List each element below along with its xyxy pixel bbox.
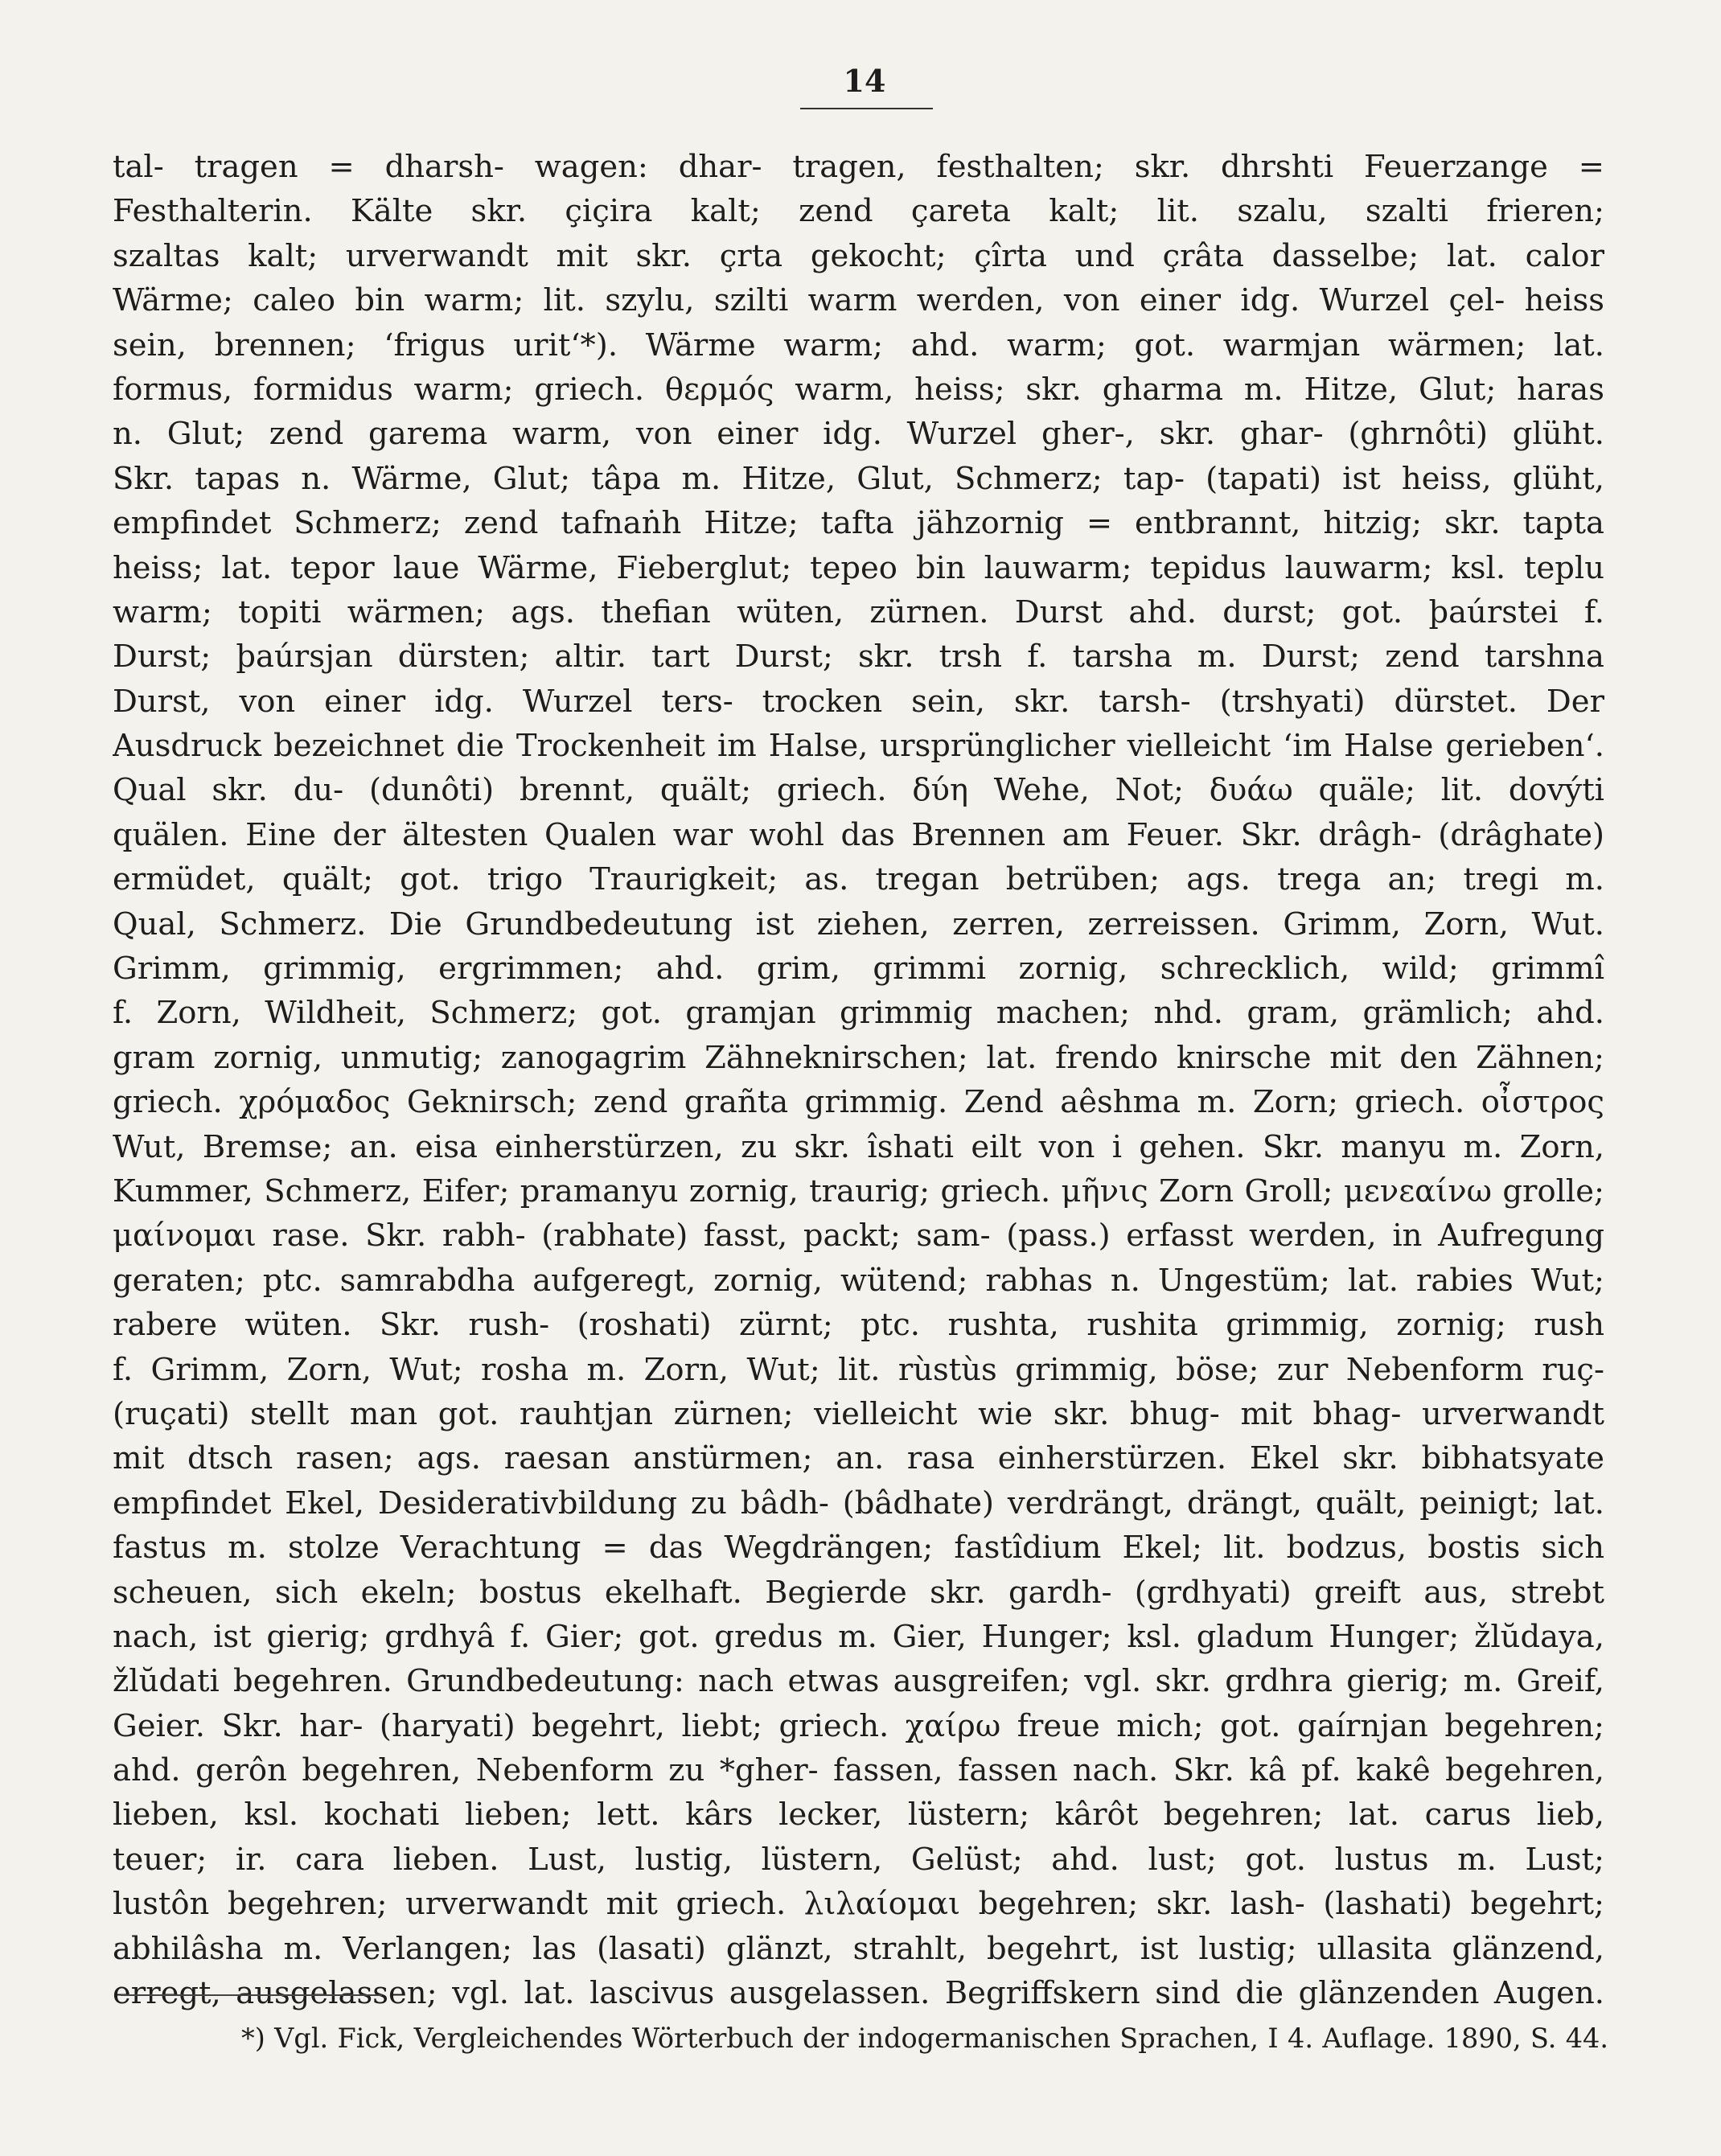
page-number-rule — [800, 108, 933, 109]
text-line: abhilâsha m. Verlangen; las (lasati) glänzt, strahlt, begehrt, ist lustig; ullasita glänzend, — [113, 1930, 1604, 1967]
text-line: heiss; lat. tepor laue Wärme, Fieberglut; tepeo bin lauwarm; tepidus lauwarm; ksl. teplu — [113, 549, 1604, 586]
text-line: lustôn begehren; urverwandt mit griech. λιλαίομαι begehren; skr. lash- (lashati) begehrt; — [113, 1886, 1604, 1923]
text-line: tal- tragen = dharsh- wagen: dhar- tragen, festhalten; skr. dhrshti Feuerzange = — [113, 149, 1604, 185]
text-line: empfindet Ekel, Desiderativbildung zu bâdh- (bâdhate) verdrängt, drängt, quält, peinigt; lat. — [113, 1485, 1604, 1522]
footnote: *) Vgl. Fick, Vergleichendes Wörterbuch der indogermanischen Sprachen, I 4. Auflage. 1890, S. 44. — [241, 2023, 1608, 2054]
text-line: f. Zorn, Wildheit, Schmerz; got. gramjan grimmig machen; nhd. gram, grämlich; ahd. — [113, 995, 1604, 1032]
text-line: Qual skr. du- (dunôti) brennt, quält; griech. δύη Wehe, Not; δυάω quäle; lit. dovýti — [113, 772, 1604, 809]
text-line: Qual, Schmerz. Die Grundbedeutung ist ziehen, zerren, zerreissen. Grimm, Zorn, Wut. — [113, 906, 1604, 942]
text-line: szaltas kalt; urverwandt mit skr. çrta gekocht; çîrta und çrâta dasselbe; lat. calor — [113, 237, 1604, 274]
text-line: empfindet Schmerz; zend tafnaṅh Hitze; tafta jähzornig = entbrannt, hitzig; skr. tapta — [113, 505, 1604, 542]
text-line: f. Grimm, Zorn, Wut; rosha m. Zorn, Wut; lit. rùstùs grimmig, böse; zur Nebenform ruç- — [113, 1351, 1604, 1388]
text-line: teuer; ir. cara lieben. Lust, lustig, lüstern, Gelüst; ahd. lust; got. lustus m. Lust; — [113, 1841, 1604, 1878]
text-line: warm; topiti wärmen; ags. thefian wüten, zürnen. Durst ahd. durst; got. þaúrstei f. — [113, 593, 1604, 630]
text-line: Durst; þaúrsjan dürsten; altir. tart Durst; skr. trsh f. tarsha m. Durst; zend tarshna — [113, 639, 1604, 676]
text-line: Geier. Skr. har- (haryati) begehrt, liebt; griech. χαίρω freue mich; got. gaírnjan begehren; — [113, 1707, 1604, 1744]
text-line: fastus m. stolze Verachtung = das Wegdrängen; fastîdium Ekel; lit. bodzus, bostis sich — [113, 1530, 1604, 1567]
text-line: Kummer, Schmerz, Eifer; pramanyu zornig, traurig; griech. μῆνις Zorn Groll; μενεαίνω grolle; — [113, 1172, 1604, 1209]
text-line: ermüdet, quält; got. trigo Traurigkeit; as. tregan betrüben; ags. trega an; tregi m. — [113, 861, 1604, 898]
text-line: (ruçati) stellt man got. rauhtjan zürnen; vielleicht wie skr. bhug- mit bhag- urverwandt — [113, 1395, 1604, 1432]
text-line: nach, ist gierig; grdhyâ f. Gier; got. gredus m. Gier, Hunger; ksl. gladum Hunger; žlŭdaya, — [113, 1618, 1604, 1655]
text-line: Skr. tapas n. Wärme, Glut; tâpa m. Hitze, Glut, Schmerz; tap- (tapati) ist heiss, glüht, — [113, 460, 1604, 497]
text-line: Grimm, grimmig, ergrimmen; ahd. grim, grimmi zornig, schrecklich, wild; grimmî — [113, 951, 1604, 988]
text-line: geraten; ptc. samrabdha aufgeregt, zornig, wütend; rabhas n. Ungestüm; lat. rabies Wut; — [113, 1262, 1604, 1299]
text-line: n. Glut; zend garema warm, von einer idg. Wurzel gher-, skr. ghar- (ghrnôti) glüht. — [113, 416, 1604, 453]
body-text — [113, 145, 1604, 2015]
text-line: μαίνομαι rase. Skr. rabh- (rabhate) fasst, packt; sam- (pass.) erfasst werden, in Aufregung — [113, 1218, 1604, 1255]
text-line: Festhalterin. Kälte skr. çiçira kalt; zend çareta kalt; lit. szalu, szalti frieren; — [113, 193, 1604, 230]
text-line: griech. χρόμαδος Geknirsch; zend grañta grimmig. Zend aêshma m. Zorn; griech. οἶστρος — [113, 1084, 1604, 1121]
text-line: quälen. Eine der ältesten Qualen war wohl das Brennen am Feuer. Skr. drâgh- (drâghate) — [113, 816, 1604, 853]
text-line: lieben, ksl. kochati lieben; lett. kârs lecker, lüstern; kârôt begehren; lat. carus lieb, — [113, 1797, 1604, 1834]
text-line: Wut, Bremse; an. eisa einherstürzen, zu skr. îshati eilt von i gehen. Skr. manyu m. Zorn, — [113, 1128, 1604, 1165]
text-line: formus, formidus warm; griech. θερμός warm, heiss; skr. gharma m. Hitze, Glut; haras — [113, 371, 1604, 408]
text-line: rabere wüten. Skr. rush- (roshati) zürnt; ptc. rushta, rushita grimmig, zornig; rush — [113, 1307, 1604, 1344]
text-line: žlŭdati begehren. Grundbedeutung: nach etwas ausgreifen; vgl. skr. grdhra gierig; m. Greif, — [113, 1663, 1604, 1700]
text-line: mit dtsch rasen; ags. raesan anstürmen; an. rasa einherstürzen. Ekel skr. bibhatsyate — [113, 1440, 1604, 1477]
text-line: Durst, von einer idg. Wurzel ters- trocken sein, skr. tarsh- (trshyati) dürstet. Der — [113, 683, 1604, 720]
text-line: ahd. gerôn begehren, Nebenform zu *gher- fassen, fassen nach. Skr. kâ pf. kakê begehren, — [113, 1752, 1604, 1789]
text-line: gram zornig, unmutig; zanogagrim Zähneknirschen; lat. frendo knirsche mit den Zähnen; — [113, 1039, 1604, 1076]
text-line: Wärme; caleo bin warm; lit. szylu, szilti warm werden, von einer idg. Wurzel çel- heiss — [113, 282, 1604, 319]
footnote-rule — [121, 1994, 382, 1996]
text-line: erregt, ausgelassen; vgl. lat. lascivus ausgelassen. Begriffskern sind die glänzenden Augen. — [113, 1975, 1604, 2012]
text-line: Ausdruck bezeichnet die Trockenheit im Halse, ursprünglicher vielleicht ‘im Halse gerieben‘. — [113, 728, 1604, 765]
page-number: 14 — [843, 63, 886, 99]
text-line: sein, brennen; ‘frigus urit‘*). Wärme warm; ahd. warm; got. warmjan wärmen; lat. — [113, 326, 1604, 363]
text-line: scheuen, sich ekeln; bostus ekelhaft. Begierde skr. gardh- (grdhyati) greift aus, strebt — [113, 1574, 1604, 1611]
